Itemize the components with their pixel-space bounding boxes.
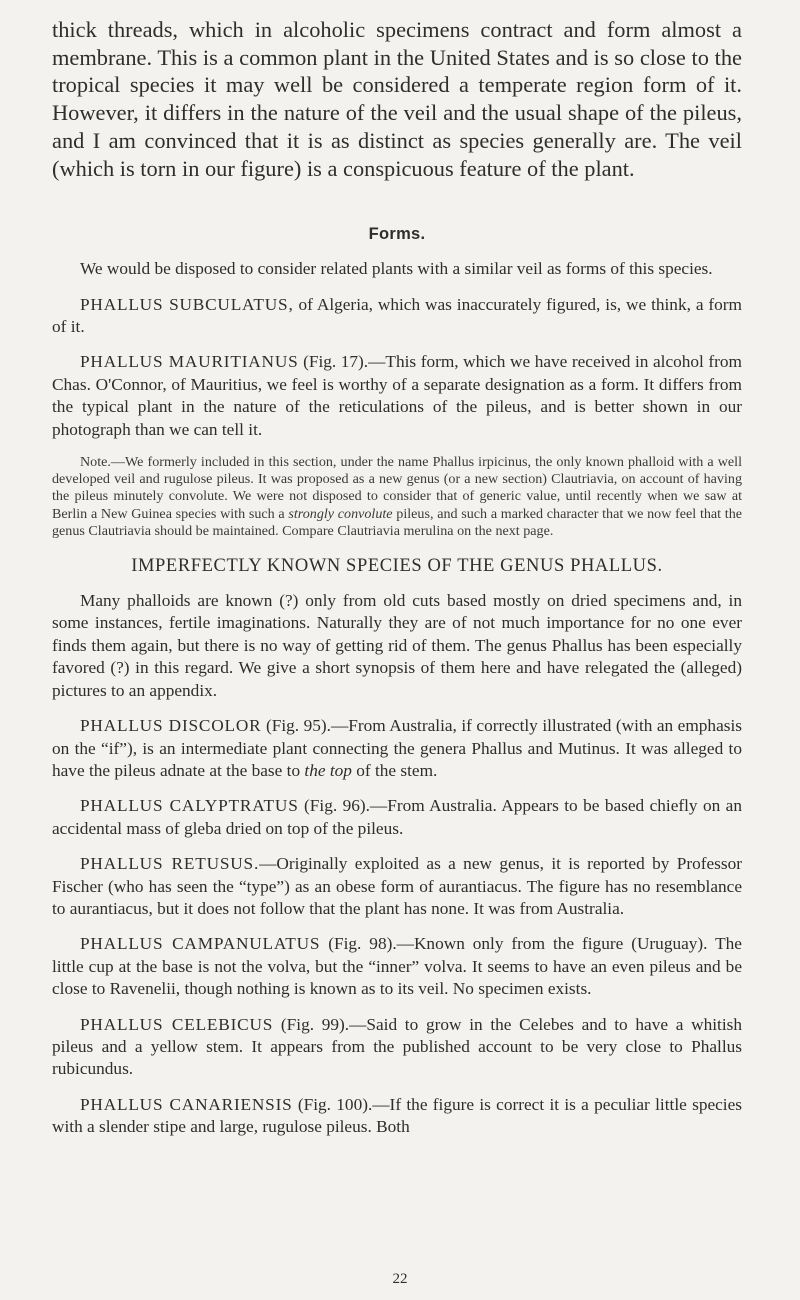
subculatus-text: of Algeria, which was inaccurately figured, is, we think, a form of it. bbox=[52, 294, 742, 337]
note-paragraph bbox=[52, 454, 742, 540]
mauritianus-paragraph bbox=[52, 351, 742, 441]
canariensis-text: (Fig. 100).—If the figure is correct it is a peculiar little species with a slender stipe and large, rugulose pileus. Both bbox=[52, 1094, 742, 1137]
section-title: IMPERFECTLY KNOWN SPECIES OF THE GENUS PHALLUS. bbox=[131, 556, 663, 577]
note-text-end: pileus, and such a marked character that we now feel that the genus Clautriavia should be maintained. Compare Clautriavia merulina on the next page. bbox=[52, 505, 743, 539]
discolor-text-end: of the stem. bbox=[351, 760, 438, 780]
species-name-subculatus: PHALLUS SUBCULATUS, bbox=[80, 294, 294, 314]
species-name-canariensis: PHALLUS CANARIENSIS bbox=[80, 1094, 293, 1114]
discolor-paragraph bbox=[52, 715, 742, 782]
retusus-text: —Originally exploited as a new genus, it is reported by Professor Fischer (who has seen the “type”) as an obese form of aurantiacus. The figure has no resemblance to aurantiacus, but it does not follow that the plant has none. It was from Australia. bbox=[52, 854, 742, 918]
celebicus-paragraph bbox=[52, 1014, 742, 1081]
species-name-discolor: PHALLUS DISCOLOR bbox=[80, 716, 262, 736]
forms-intro-paragraph: We would be disposed to consider related plants with a similar veil as forms of this species. bbox=[80, 259, 713, 279]
page-number: 22 bbox=[392, 1271, 408, 1287]
lead-paragraph: thick threads, which in alcoholic specimens contract and form almost a membrane. This is a common plant in the United States and is so close to the tropical species it may well be considered a temperate region form of it. However, it differs in the nature of the veil and the usual shape of the pileus, and I am convinced that it is as distinct as species generally are. The veil (which is torn in our figure) is a conspicuous feature of the plant. bbox=[52, 17, 742, 181]
species-name-mauritianus: PHALLUS MAURITIANUS bbox=[80, 352, 299, 372]
section-intro-paragraph: Many phalloids are known (?) only from old cuts based mostly on dried specimens and, in some instances, fertile imaginations. Naturally they are of not much importance for no one ever finds them again, but there is no way of getting rid of them. The genus Phallus has been especially favored (?) in this regard. We give a short synopsis of them here and have relegated the (alleged) pictures to an appendix. bbox=[52, 591, 742, 700]
note-emphasis: strongly convolute bbox=[288, 505, 393, 522]
species-name-calyptratus: PHALLUS CALYPTRATUS bbox=[80, 796, 299, 816]
calyptratus-text: (Fig. 96).—From Australia. Appears to be based chiefly on an accidental mass of gleba dried on top of the pileus. bbox=[52, 796, 742, 838]
species-name-campanulatus: PHALLUS CAMPANULATUS bbox=[80, 934, 321, 954]
discolor-emphasis: the top bbox=[304, 760, 352, 780]
canariensis-paragraph bbox=[52, 1094, 742, 1139]
retusus-paragraph bbox=[52, 853, 742, 920]
celebicus-text: (Fig. 99).—Said to grow in the Celebes and to have a whitish pileus and a yellow stem. It appears from the published account to be very close to Phallus rubicundus. bbox=[52, 1014, 742, 1079]
forms-heading: Forms. bbox=[368, 225, 426, 244]
campanulatus-text: (Fig. 98).—Known only from the figure (Uruguay). The little cup at the base is not the volva, but the “inner” volva. It seems to have an even pileus and be close to Ravenelii, though nothing is known as to its veil. No specimen exists. bbox=[52, 934, 742, 999]
subculatus-paragraph bbox=[52, 294, 742, 339]
mauritianus-text: (Fig. 17).—This form, which we have received in alcohol from Chas. O'Connor, of Mauritius, we feel is worthy of a separate designation as a form. It differs from the typical plant in the nature of the reticulations of the pileus, and is better shown in our photograph than we can tell it. bbox=[52, 352, 742, 439]
campanulatus-paragraph bbox=[52, 933, 742, 1000]
note-text-start: Note.—We formerly included in this section, under the name Phallus irpicinus, the only known phalloid with a well developed veil and rugulose pileus. It was proposed as a new genus (or a new section) Clautriavia, on account of having the pileus minutely convolute. We were not disposed to consider that of generic value, until recently when we saw at Berlin a New Guinea species with such a bbox=[52, 454, 742, 522]
discolor-text-start: (Fig. 95).—From Australia, if correctly illustrated (with an emphasis on the “if”), is an intermediate plant connecting the genera Phallus and Mutinus. It was alleged to have the pileus adnate at the base to bbox=[52, 716, 742, 780]
calyptratus-paragraph bbox=[52, 795, 742, 840]
species-name-celebicus: PHALLUS CELEBICUS bbox=[80, 1014, 274, 1034]
species-name-retusus: PHALLUS RETUSUS. bbox=[80, 854, 260, 874]
